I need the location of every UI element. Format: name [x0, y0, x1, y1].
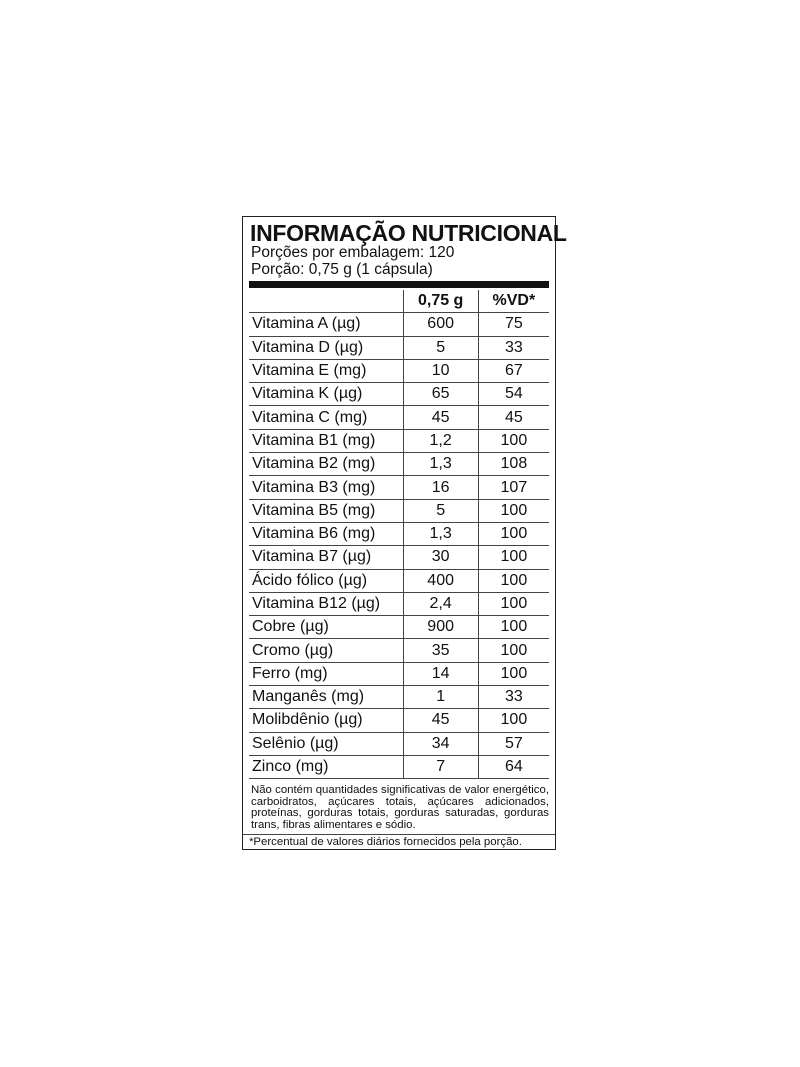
nutrient-name: Vitamina B6 (mg) [249, 522, 403, 545]
nutrient-row [249, 732, 549, 755]
nutrient-name: Ácido fólico (µg) [249, 569, 403, 592]
header-amount: 0,75 g [403, 290, 478, 313]
nutrient-amount: 45 [403, 709, 478, 732]
nutrient-vd: 100 [478, 709, 549, 732]
nutrient-vd: 100 [478, 569, 549, 592]
nutrient-row [249, 336, 549, 359]
nutrient-row [249, 406, 549, 429]
nutrient-row [249, 453, 549, 476]
nutrient-amount: 2,4 [403, 592, 478, 615]
nutrient-name: Manganês (mg) [249, 686, 403, 709]
nutrient-name: Vitamina E (mg) [249, 359, 403, 382]
nutrient-vd: 33 [478, 686, 549, 709]
nutrient-amount: 1,3 [403, 453, 478, 476]
nutrient-amount: 16 [403, 476, 478, 499]
nutrient-vd: 64 [478, 755, 549, 778]
nutrient-amount: 10 [403, 359, 478, 382]
nutrient-amount: 400 [403, 569, 478, 592]
nutrient-row [249, 616, 549, 639]
nutrient-amount: 34 [403, 732, 478, 755]
nutrient-amount: 600 [403, 313, 478, 336]
nutrient-row [249, 383, 549, 406]
table-header-row [249, 290, 549, 313]
nutrient-amount: 5 [403, 499, 478, 522]
nutrient-vd: 100 [478, 546, 549, 569]
nutrient-name: Vitamina B3 (mg) [249, 476, 403, 499]
nutrient-vd: 45 [478, 406, 549, 429]
nutrient-vd: 100 [478, 592, 549, 615]
nutrient-amount: 7 [403, 755, 478, 778]
nutrient-name: Vitamina B5 (mg) [249, 499, 403, 522]
nutrient-name: Ferro (mg) [249, 662, 403, 685]
nutrient-name: Vitamina B7 (µg) [249, 546, 403, 569]
nutrient-row [249, 592, 549, 615]
nutrient-vd: 100 [478, 662, 549, 685]
nutrient-amount: 45 [403, 406, 478, 429]
nutrient-vd: 33 [478, 336, 549, 359]
nutrient-name: Vitamina B1 (mg) [249, 429, 403, 452]
nutrient-row [249, 429, 549, 452]
nutrient-row [249, 755, 549, 778]
nutrient-row [249, 709, 549, 732]
footnote-text: Não contém quantidades significativas de valor energético, carboidratos, açúcares totais, açúcares adicionados, proteínas, gorduras totais, gorduras saturadas, gorduras trans, fibras alimentares e sódio. [251, 784, 549, 831]
nutrient-row [249, 546, 549, 569]
nutrient-row [249, 662, 549, 685]
nutrient-vd: 100 [478, 616, 549, 639]
nutrient-amount: 14 [403, 662, 478, 685]
nutrient-name: Vitamina D (µg) [249, 336, 403, 359]
nutrient-name: Selênio (µg) [249, 732, 403, 755]
nutrient-amount: 65 [403, 383, 478, 406]
nutrient-vd: 67 [478, 359, 549, 382]
nutrient-name: Vitamina C (mg) [249, 406, 403, 429]
nutrient-vd: 75 [478, 313, 549, 336]
nutrient-vd: 57 [478, 732, 549, 755]
percent-note: *Percentual de valores diários fornecidos pela porção. [243, 834, 555, 848]
nutrient-name: Zinco (mg) [249, 755, 403, 778]
portion-size: Porção: 0,75 g (1 cápsula) [251, 261, 433, 278]
nutrient-row [249, 313, 549, 336]
nutrient-vd: 100 [478, 639, 549, 662]
nutrient-vd: 107 [478, 476, 549, 499]
nutrient-amount: 1 [403, 686, 478, 709]
nutrient-row [249, 359, 549, 382]
nutrient-name: Vitamina B2 (mg) [249, 453, 403, 476]
nutrient-row [249, 499, 549, 522]
nutrient-name: Cobre (µg) [249, 616, 403, 639]
nutrient-amount: 1,3 [403, 522, 478, 545]
nutrient-row [249, 569, 549, 592]
nutrient-amount: 35 [403, 639, 478, 662]
nutrient-vd: 54 [478, 383, 549, 406]
nutrient-name: Vitamina K (µg) [249, 383, 403, 406]
header-vd: %VD* [478, 290, 549, 313]
nutrient-vd: 100 [478, 499, 549, 522]
nutrient-name: Vitamina A (µg) [249, 313, 403, 336]
nutrient-amount: 900 [403, 616, 478, 639]
nutrient-row [249, 522, 549, 545]
label-title: INFORMAÇÃO NUTRICIONAL [250, 220, 567, 246]
nutrient-table [249, 290, 549, 779]
nutrient-name: Molibdênio (µg) [249, 709, 403, 732]
nutrition-facts-panel [242, 216, 567, 850]
nutrient-vd: 100 [478, 522, 549, 545]
nutrient-vd: 100 [478, 429, 549, 452]
header-blank [249, 290, 403, 313]
nutrient-name: Cromo (µg) [249, 639, 403, 662]
nutrient-amount: 5 [403, 336, 478, 359]
thick-divider [249, 281, 549, 288]
nutrient-vd: 108 [478, 453, 549, 476]
nutrient-row [249, 639, 549, 662]
nutrient-amount: 1,2 [403, 429, 478, 452]
nutrient-row [249, 686, 549, 709]
nutrient-amount: 30 [403, 546, 478, 569]
servings-per-package: Porções por embalagem: 120 [251, 244, 455, 261]
nutrient-name: Vitamina B12 (µg) [249, 592, 403, 615]
nutrient-row [249, 476, 549, 499]
